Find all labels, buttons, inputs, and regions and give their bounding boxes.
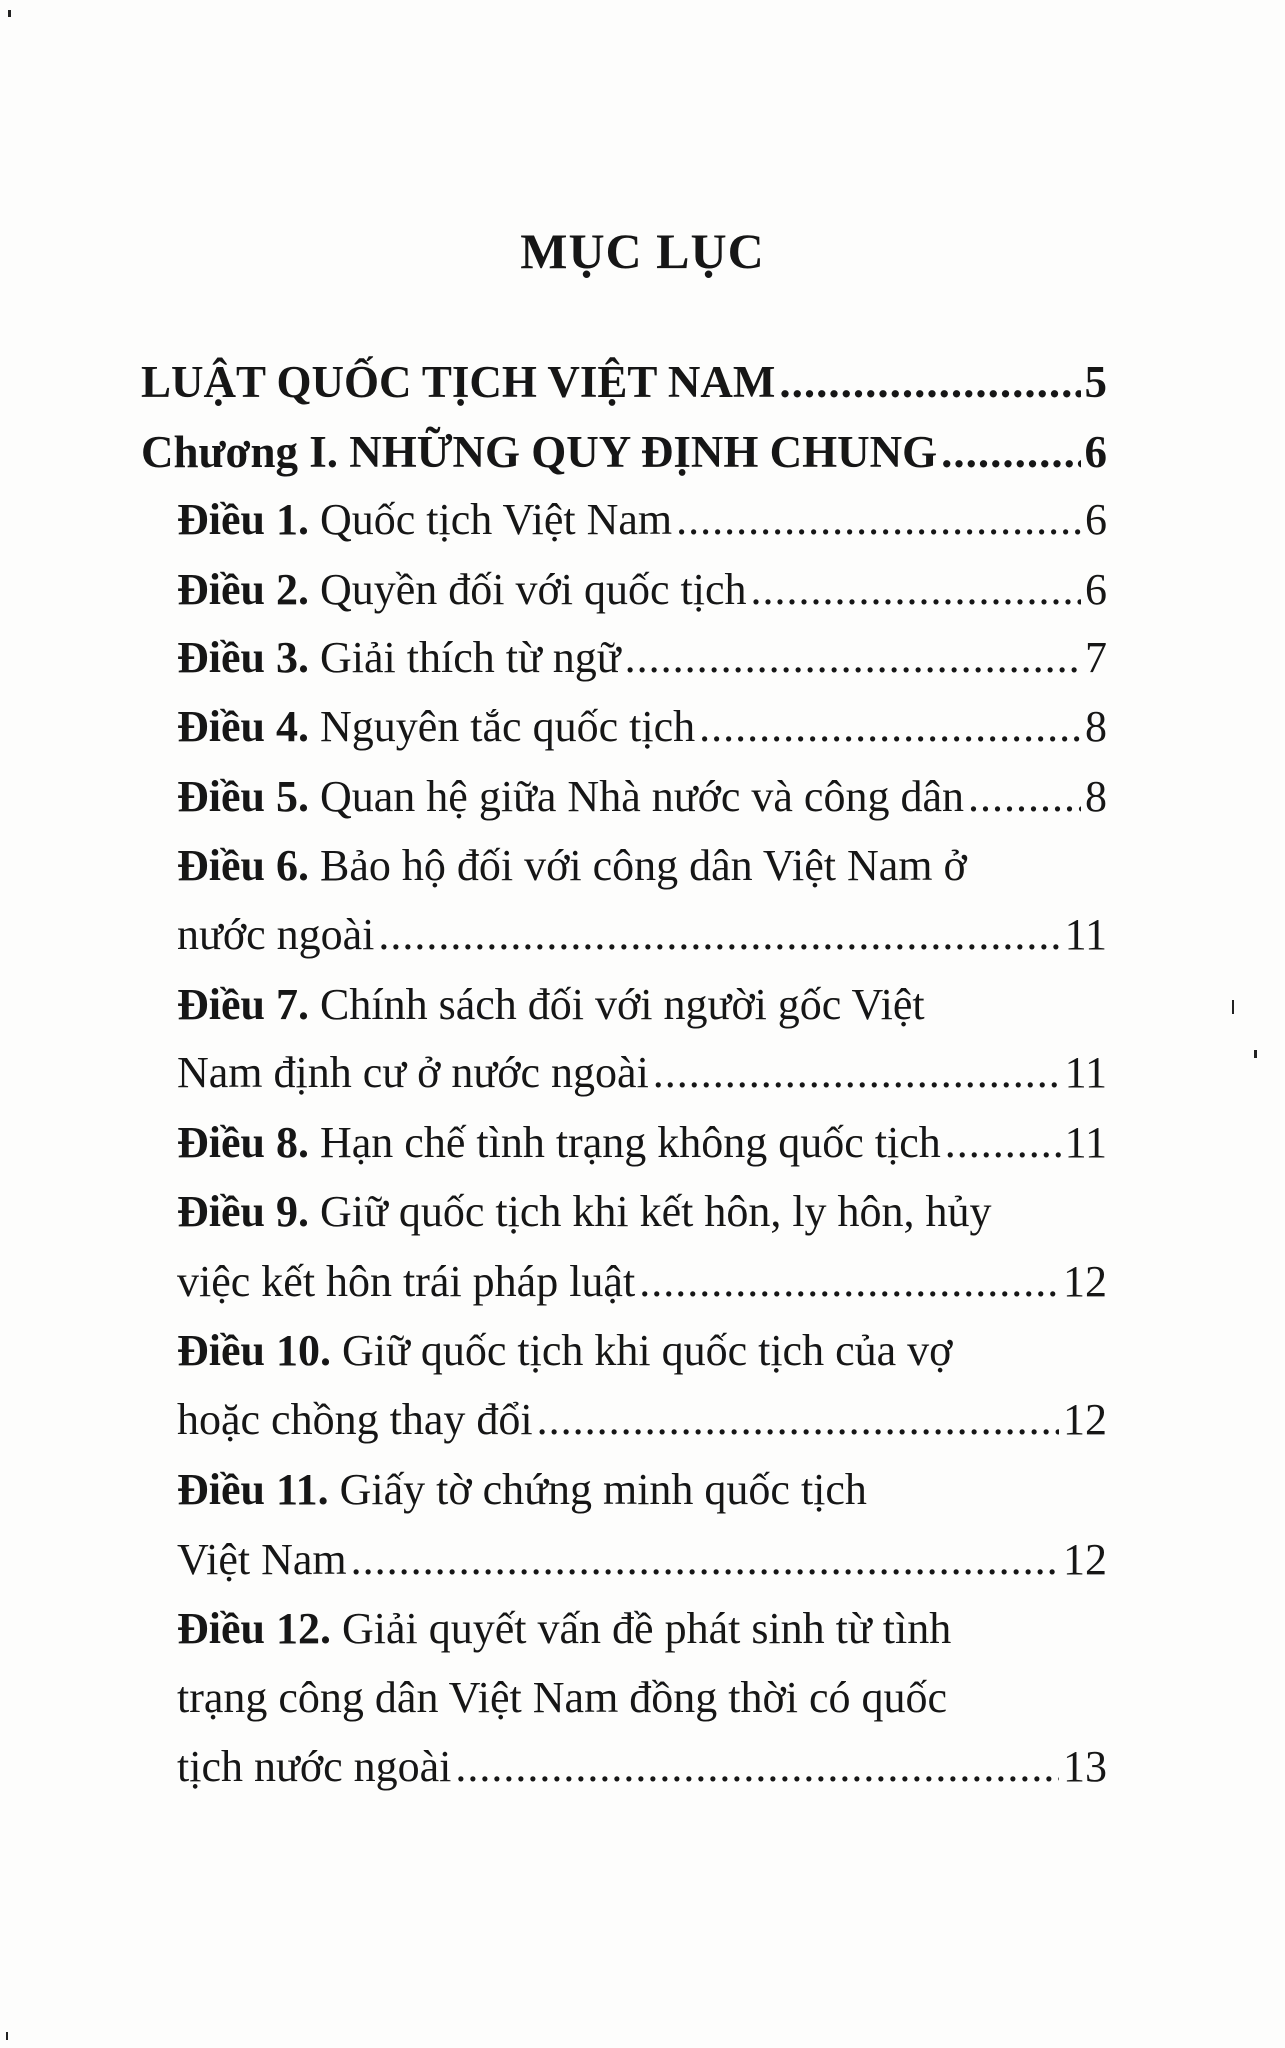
article-number: Điều 9.	[177, 1187, 309, 1236]
toc-leader-dots	[378, 905, 1060, 965]
article-title: Quan hệ giữa Nhà nước và công dân	[320, 772, 964, 821]
toc-entry-label	[177, 560, 747, 620]
toc-leader-dots	[455, 1737, 1059, 1797]
article-number: Điều 6.	[177, 841, 309, 890]
toc-entry-label	[177, 697, 695, 757]
toc-page-number: 12	[1063, 1395, 1107, 1444]
toc-entry-label	[177, 628, 621, 688]
toc-entry-label	[177, 1465, 867, 1514]
toc-leader-dots	[945, 1113, 1061, 1173]
toc-entry-first-line[interactable]	[177, 1321, 1040, 1381]
toc-page-number: 7	[1085, 633, 1107, 682]
article-title: Nguyên tắc quốc tịch	[320, 702, 696, 751]
toc-entry-first-line[interactable]	[177, 1460, 1040, 1520]
article-number: Điều 7.	[177, 980, 309, 1029]
toc-entry-continuation: việc kết hôn trái pháp luật	[177, 1257, 636, 1306]
toc-leader-dots	[699, 697, 1081, 757]
toc-page-number: 8	[1085, 772, 1107, 821]
article-title: Giữ quốc tịch khi quốc tịch của vợ	[342, 1326, 953, 1375]
article-title: Giấy tờ chứng minh quốc tịch	[339, 1465, 867, 1514]
toc-leader-dots	[351, 1530, 1059, 1590]
article-number: Điều 10.	[177, 1326, 331, 1375]
toc-entry-first-line[interactable]	[177, 1182, 1040, 1242]
toc-entry-label	[177, 1113, 941, 1173]
article-number: Điều 11.	[177, 1465, 329, 1514]
article-title: Giải thích từ ngữ	[320, 633, 621, 682]
toc-entry[interactable]	[177, 1390, 1107, 1450]
toc-entry[interactable]	[177, 1252, 1107, 1312]
article-title: Hạn chế tình trạng không quốc tịch	[320, 1118, 941, 1167]
article-number: Điều 8.	[177, 1118, 309, 1167]
scan-speck	[1232, 1000, 1234, 1014]
toc-entry-label	[177, 980, 925, 1029]
toc-leader-dots	[779, 352, 1080, 412]
toc-page-number: 6	[1085, 495, 1107, 544]
toc-entry-label	[177, 767, 964, 827]
toc-page-number: 6	[1085, 565, 1107, 614]
toc-entry[interactable]	[177, 1737, 1107, 1797]
article-number: Điều 5.	[177, 772, 309, 821]
toc-entry-label	[177, 1187, 992, 1236]
toc-entry-continuation: Nam định cư ở nước ngoài	[177, 1048, 649, 1097]
toc-page-number: 6	[1084, 427, 1107, 477]
article-number: Điều 12.	[177, 1604, 331, 1653]
toc-entry[interactable]	[177, 628, 1107, 688]
toc-entry-continuation: hoặc chồng thay đổi	[177, 1395, 533, 1444]
toc-leader-dots	[941, 422, 1080, 482]
article-number: Điều 1.	[177, 495, 309, 544]
toc-entry-label: Chương I. NHỮNG QUY ĐỊNH CHUNG	[141, 427, 938, 477]
toc-entry[interactable]	[177, 905, 1107, 965]
toc-entry[interactable]	[177, 697, 1107, 757]
article-title: Bảo hộ đối với công dân Việt Nam ở	[320, 841, 967, 890]
toc-page-number: 11	[1064, 910, 1107, 959]
toc-entry-continuation: nước ngoài	[177, 910, 375, 959]
article-number: Điều 4.	[177, 702, 309, 751]
toc-page-number: 12	[1063, 1535, 1107, 1584]
toc-entry-continuation: Việt Nam	[177, 1535, 347, 1584]
article-title: Giữ quốc tịch khi kết hôn, ly hôn, hủy	[320, 1187, 992, 1236]
toc-leader-dots	[676, 490, 1081, 550]
toc-entry[interactable]	[177, 1113, 1107, 1173]
toc-leader-dots	[968, 767, 1081, 827]
toc-entry-first-line[interactable]	[177, 1599, 1040, 1659]
toc-page-number: 12	[1063, 1257, 1107, 1306]
scan-speck	[6, 2032, 8, 2040]
toc-entry-second-line[interactable]	[177, 1668, 1040, 1728]
toc-entry[interactable]	[177, 1043, 1107, 1103]
toc-entry-first-line[interactable]	[177, 836, 1040, 896]
scan-speck	[8, 10, 11, 17]
article-title: Quốc tịch Việt Nam	[320, 495, 673, 544]
toc-page-number: 11	[1064, 1048, 1107, 1097]
article-title: Chính sách đối với người gốc Việt	[320, 980, 925, 1029]
toc-page-number: 11	[1064, 1118, 1107, 1167]
toc-entry[interactable]	[177, 767, 1107, 827]
toc-entry-label	[177, 490, 672, 550]
scan-speck	[1254, 1050, 1257, 1058]
page-title: MỤC LỤC	[520, 223, 765, 279]
toc-entry-continuation: trạng công dân Việt Nam đồng thời có quốc	[177, 1673, 948, 1722]
toc-entry-first-line[interactable]	[177, 975, 1040, 1035]
article-title: Quyền đối với quốc tịch	[320, 565, 747, 614]
toc-entry-label	[177, 836, 967, 896]
toc-entry-label	[177, 1326, 952, 1375]
toc-entry-continuation: tịch nước ngoài	[177, 1742, 452, 1791]
article-title: Giải quyết vấn đề phát sinh từ tình	[342, 1604, 952, 1653]
toc-leader-dots	[751, 560, 1081, 620]
toc-entry[interactable]	[177, 560, 1107, 620]
toc-entry[interactable]	[141, 422, 1107, 482]
toc-entry-label: LUẬT QUỐC TỊCH VIỆT NAM	[141, 357, 776, 407]
article-number: Điều 3.	[177, 633, 309, 682]
toc-leader-dots	[537, 1390, 1059, 1450]
toc-page-number: 5	[1084, 357, 1107, 407]
toc-entry[interactable]	[177, 490, 1107, 550]
toc-leader-dots	[639, 1252, 1059, 1312]
toc-leader-dots	[653, 1043, 1061, 1103]
article-number: Điều 2.	[177, 565, 309, 614]
toc-entry-label	[177, 1604, 951, 1653]
toc-entry[interactable]	[177, 1530, 1107, 1590]
toc-page-number: 8	[1085, 702, 1107, 751]
toc-leader-dots	[625, 628, 1081, 688]
toc-page-number: 13	[1063, 1742, 1107, 1791]
toc-entry[interactable]	[141, 352, 1107, 412]
